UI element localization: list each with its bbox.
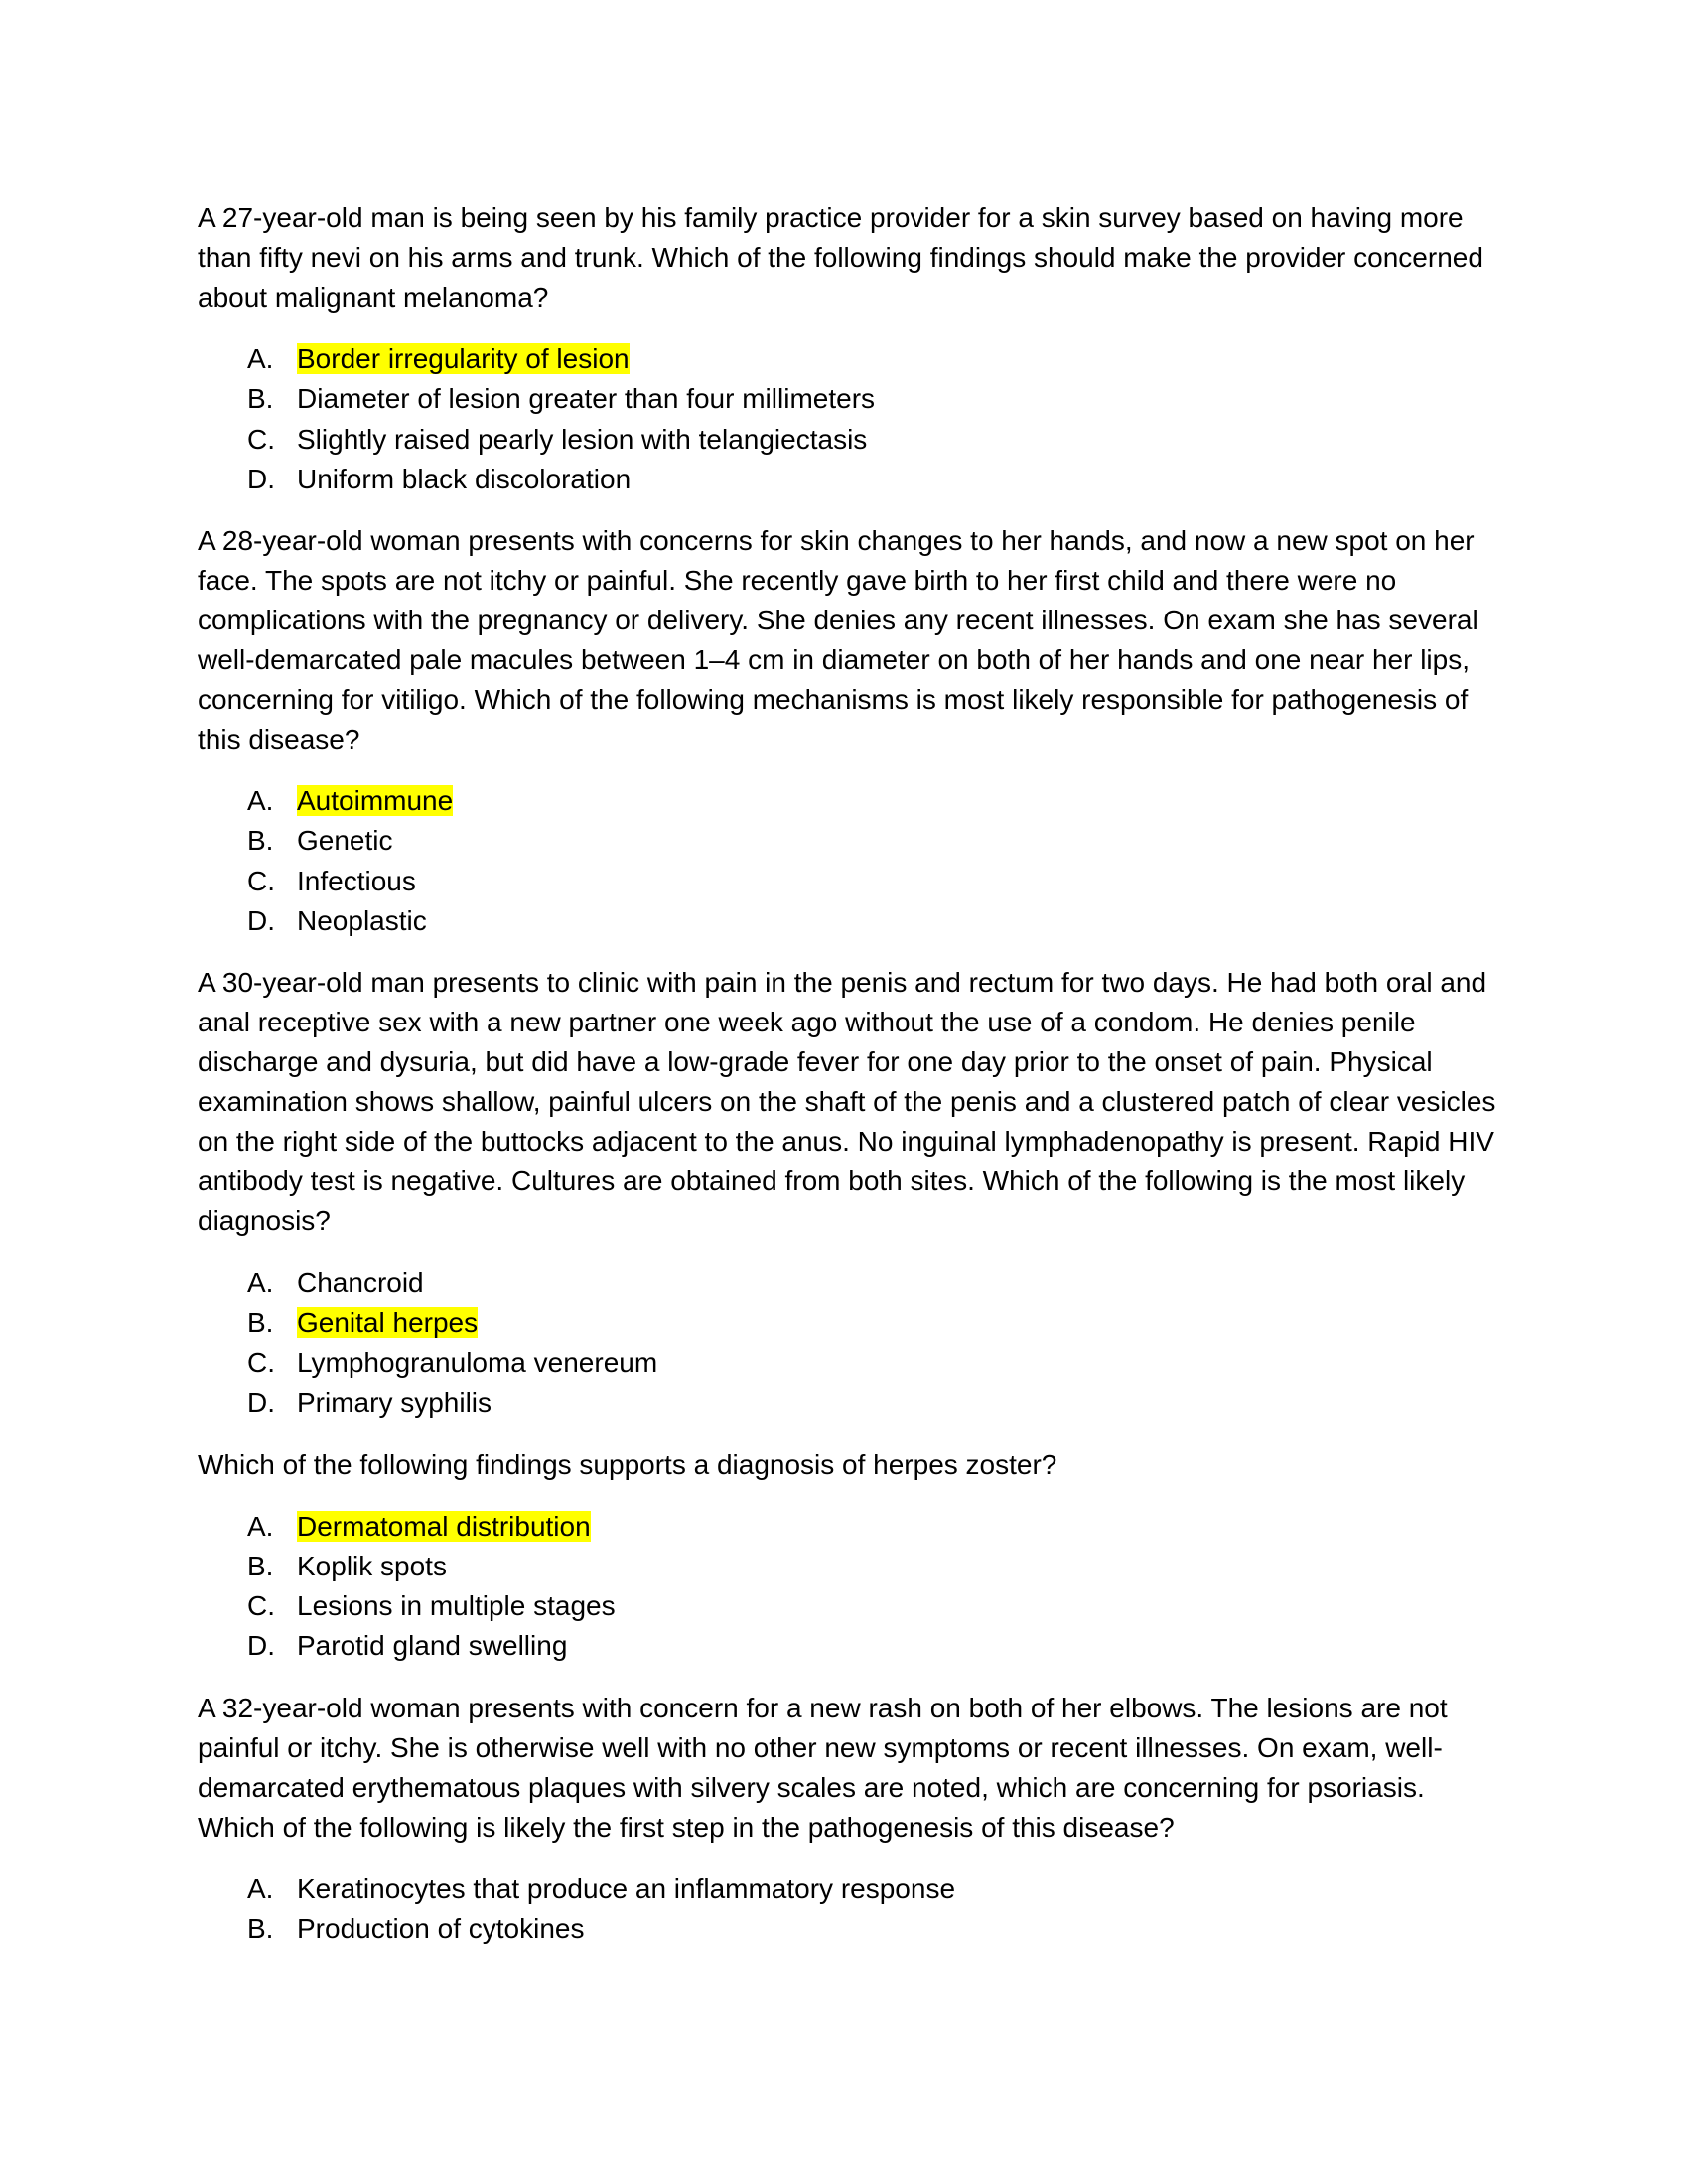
option-letter: D.	[247, 463, 275, 494]
option-letter: D.	[247, 1630, 275, 1662]
question-stem: A 28-year-old woman presents with concerns for skin changes to her hands, and now a new spot on her face. The spots are not itchy or painful. She recently gave birth to her first child and there were no complications with the pregnancy or delivery. She denies any recent illnesses. On exam she has several well-demarcated pale macules between 1–4 cm in diameter on both of her hands and one near her lips, concerning for vitiligo. Which of the following mechanisms is most likely responsible for pathogenesis of this disease?	[198, 525, 1478, 755]
answer-option-b	[198, 1547, 1498, 1586]
answer-option-a	[198, 1869, 1498, 1909]
option-letter: B.	[247, 1550, 274, 1581]
answer-option-c	[198, 1586, 1498, 1626]
answer-option-a	[198, 1507, 1498, 1547]
answer-option-b	[198, 379, 1498, 419]
answer-options	[198, 1869, 1498, 1950]
option-letter: D.	[247, 1387, 275, 1419]
option-text-highlighted: Dermatomal distribution	[297, 1510, 591, 1542]
answer-option-b	[198, 821, 1498, 861]
answer-option-c	[198, 862, 1498, 901]
option-text: Koplik spots	[297, 1550, 447, 1581]
question-stem: A 30-year-old man presents to clinic with pain in the penis and rectum for two days. He had both oral and anal receptive sex with a new partner one week ago without the use of a condom. He denies penile discharge and dysuria, but did have a low-grade fever for one day prior to the onset of pain. Physical examination shows shallow, painful ulcers on the shaft of the penis and a clustered patch of clear vesicles on the right side of the buttocks adjacent to the anus. No inguinal lymphadenopathy is present. Rapid HIV antibody test is negative. Cultures are obtained from both sites. Which of the following is the most likely diagnosis?	[198, 967, 1496, 1237]
option-letter: B.	[247, 383, 274, 415]
option-letter: C.	[247, 1346, 275, 1378]
answer-options	[198, 1263, 1498, 1423]
option-letter: D.	[247, 905, 275, 937]
question-3	[198, 963, 1498, 1423]
question-2	[198, 521, 1498, 941]
option-letter: A.	[247, 1267, 274, 1298]
answer-option-c	[198, 420, 1498, 460]
option-text: Lesions in multiple stages	[297, 1590, 616, 1622]
answer-option-c	[198, 1343, 1498, 1383]
answer-option-d	[198, 460, 1498, 499]
option-letter: C.	[247, 865, 275, 896]
question-stem: A 27-year-old man is being seen by his family practice provider for a skin survey based on having more than fifty nevi on his arms and trunk. Which of the following findings should make the provider concerned about malignant melanoma?	[198, 203, 1483, 313]
option-text: Lymphogranuloma venereum	[297, 1346, 658, 1378]
option-letter: C.	[247, 1590, 275, 1622]
option-text-highlighted: Border irregularity of lesion	[297, 343, 630, 374]
answer-options	[198, 1507, 1498, 1667]
option-text-highlighted: Genital herpes	[297, 1306, 479, 1338]
option-letter: A.	[247, 1872, 274, 1904]
document-page	[198, 199, 1498, 1971]
answer-option-b	[198, 1909, 1498, 1949]
option-text-highlighted: Autoimmune	[297, 785, 454, 817]
option-text: Parotid gland swelling	[297, 1630, 568, 1662]
answer-option-a	[198, 1263, 1498, 1302]
question-stem: Which of the following findings supports a diagnosis of herpes zoster?	[198, 1448, 1057, 1480]
answer-option-a	[198, 781, 1498, 821]
option-text: Genetic	[297, 825, 393, 857]
option-text: Slightly raised pearly lesion with telangiectasis	[297, 423, 868, 455]
option-letter: B.	[247, 1913, 274, 1945]
answer-option-b	[198, 1303, 1498, 1343]
answer-option-d	[198, 901, 1498, 941]
option-letter: A.	[247, 1510, 274, 1542]
answer-option-d	[198, 1383, 1498, 1423]
option-text: Primary syphilis	[297, 1387, 492, 1419]
option-letter: B.	[247, 825, 274, 857]
option-text: Uniform black discoloration	[297, 463, 632, 494]
question-5	[198, 1689, 1498, 1950]
question-1	[198, 199, 1498, 499]
option-letter: B.	[247, 1306, 274, 1338]
option-letter: A.	[247, 343, 274, 374]
option-text: Chancroid	[297, 1267, 424, 1298]
option-text: Diameter of lesion greater than four millimeters	[297, 383, 876, 415]
answer-options	[198, 340, 1498, 499]
option-letter: A.	[247, 785, 274, 817]
option-text: Infectious	[297, 865, 416, 896]
option-text: Neoplastic	[297, 905, 427, 937]
question-stem: A 32-year-old woman presents with concern for a new rash on both of her elbows. The lesions are not painful or itchy. She is otherwise well with no other new symptoms or recent illnesses. On exam, well-demarcated erythematous plaques with silvery scales are noted, which are concerning for psoriasis. Which of the following is likely the first step in the pathogenesis of this disease?	[198, 1692, 1448, 1843]
option-text: Production of cytokines	[297, 1913, 585, 1945]
answer-option-a	[198, 340, 1498, 379]
answer-options	[198, 781, 1498, 941]
option-text: Keratinocytes that produce an inflammatory response	[297, 1872, 956, 1904]
answer-option-d	[198, 1626, 1498, 1666]
question-4	[198, 1445, 1498, 1667]
option-letter: C.	[247, 423, 275, 455]
